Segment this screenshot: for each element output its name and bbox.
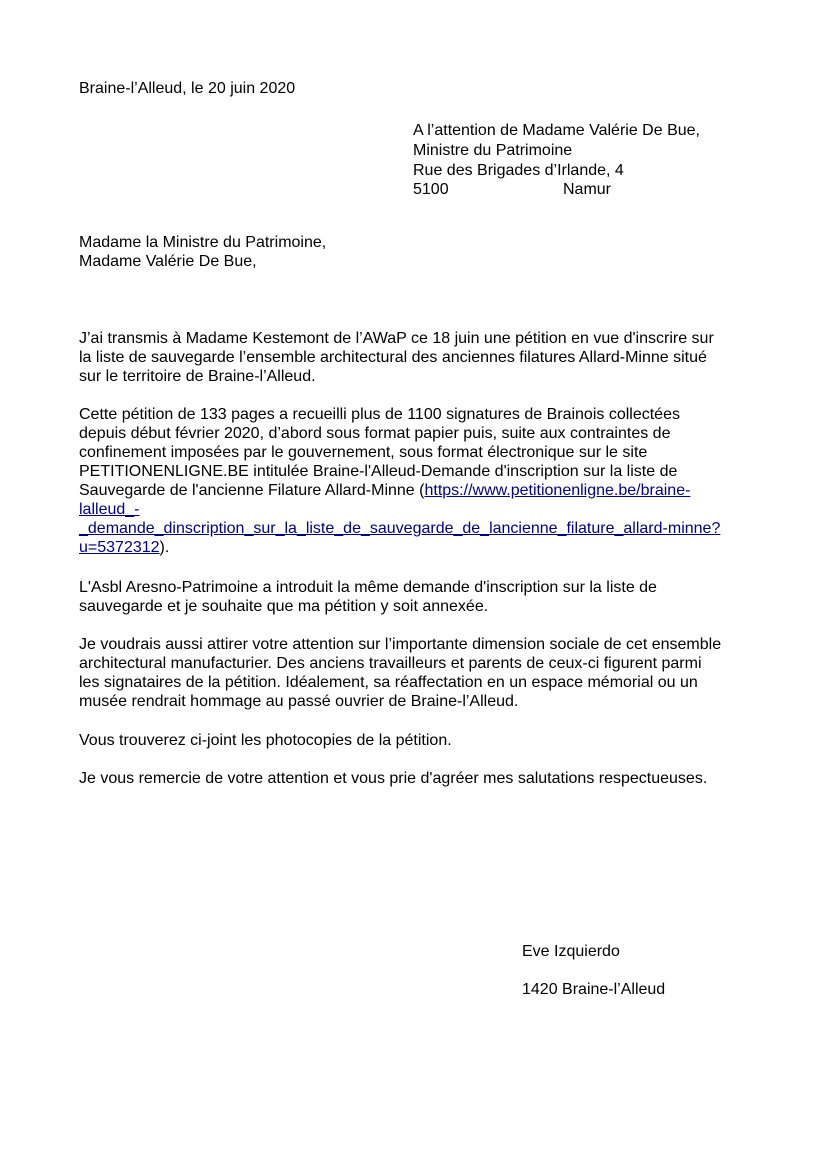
paragraph-line (79, 519, 759, 538)
paragraph-line: Vous trouverez ci-joint les photocopies de la pétition. (79, 732, 452, 749)
recipient-address (413, 121, 700, 199)
link-prefix-text: Sauvegarde de l'ancienne Filature Allard-Minne ( (79, 482, 425, 499)
paragraph-intro (79, 329, 759, 386)
salutation-line-1: Madame la Ministre du Patrimoine, (79, 234, 327, 251)
petition-link-continued[interactable]: _demande_dinscription_sur_la_liste_de_sauvegarde_de_lancienne_filature_allard-minne? (79, 520, 721, 537)
paragraph-line (79, 500, 759, 519)
salutation (79, 233, 326, 271)
paragraph-line: Je voudrais aussi attirer votre attention sur l’importante dimension sociale de cet ensemble (79, 636, 722, 653)
salutation-line-2: Madame Valérie De Bue, (79, 253, 257, 270)
paragraph-line: les signataires de la pétition. Idéalement, sa réaffectation en un espace mémorial ou un (79, 674, 698, 691)
paragraph-attachment (79, 731, 759, 750)
paragraph-closing (79, 769, 759, 788)
paragraph-line: confinement imposées par le gouvernement, sous format électronique sur le site (79, 444, 648, 461)
recipient-postal-code: 5100 (413, 181, 449, 198)
recipient-line-4 (413, 180, 700, 199)
petition-link-continued[interactable]: lalleud_- (79, 501, 140, 518)
paragraph-line: L'Asbl Aresno-Patrimoine a introduit la même demande d'inscription sur la liste de (79, 579, 657, 596)
signature-name: Eve Izquierdo (522, 943, 620, 960)
paragraph-line: PETITIONENLIGNE.BE intitulée Braine-l'Alleud-Demande d'inscription sur la liste de (79, 463, 678, 480)
recipient-line-1: A l’attention de Madame Valérie De Bue, (413, 122, 700, 139)
petition-link-continued[interactable]: u=5372312 (79, 539, 160, 556)
paragraph-line: depuis début février 2020, d’abord sous format papier puis, suite aux contraintes de (79, 425, 671, 442)
paragraph-petition (79, 405, 759, 557)
recipient-city: Namur (563, 181, 612, 198)
paragraph-line: sur le territoire de Braine-l’Alleud. (79, 368, 316, 385)
paragraph-social (79, 635, 759, 711)
paragraph-asbl (79, 578, 759, 616)
paragraph-line: architectural manufacturier. Des anciens travailleurs et parents de ceux-ci figurent parmi (79, 655, 702, 672)
recipient-line-2: Ministre du Patrimoine (413, 142, 573, 159)
paragraph-line: la liste de sauvegarde l’ensemble architectural des anciennes filatures Allard-Minne situé (79, 349, 707, 366)
signature-locality: 1420 Braine-l’Alleud (522, 981, 666, 998)
paragraph-line: Je vous remercie de votre attention et vous prie d'agréer mes salutations respectueuses. (79, 770, 708, 787)
paragraph-line: J’ai transmis à Madame Kestemont de l’AWaP ce 18 juin une pétition en vue d'inscrire sur (79, 330, 714, 347)
link-suffix-text: ). (159, 539, 170, 556)
date-line: Braine-l’Alleud, le 20 juin 2020 (79, 80, 296, 97)
petition-link[interactable]: https://www.petitionenligne.be/braine- (424, 482, 691, 499)
recipient-line-3: Rue des Brigades d’Irlande, 4 (413, 162, 624, 179)
paragraph-line: musée rendrait hommage au passé ouvrier de Braine-l’Alleud. (79, 693, 519, 710)
paragraph-line: sauvegarde et je souhaite que ma pétition y soit annexée. (79, 598, 489, 615)
paragraph-line: Cette pétition de 133 pages a recueilli plus de 1100 signatures de Brainois collectées (79, 406, 680, 423)
paragraph-line (79, 538, 759, 557)
paragraph-line (79, 481, 759, 500)
